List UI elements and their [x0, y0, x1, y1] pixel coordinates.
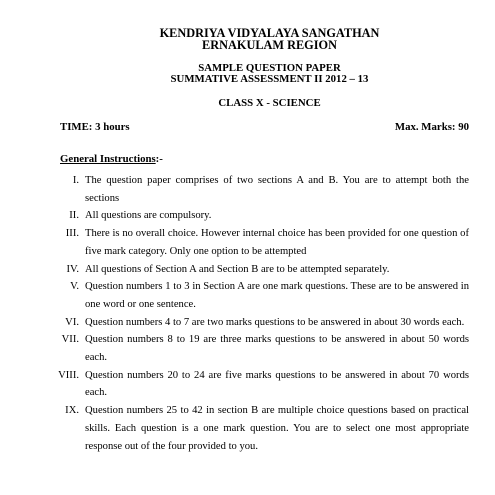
assessment-name: SUMMATIVE ASSESSMENT II 2012 – 13: [170, 73, 369, 85]
item-text: The question paper comprises of two sections A and B. You are to attempt both the sections: [85, 175, 469, 204]
item-text: Question numbers 1 to 3 in Section A are one mark questions. These are to be answered in one word or one sentence.: [85, 281, 469, 310]
item-text: Question numbers 8 to 19 are three marks questions to be answered in about 50 words each.: [85, 334, 469, 364]
item-number: IV.: [66, 263, 79, 275]
list-item: [60, 172, 469, 207]
list-item: [60, 261, 469, 279]
item-number: II.: [69, 210, 79, 222]
instructions-list: [60, 172, 469, 455]
item-text: Question numbers 20 to 24 are five marks questions to be answered in about 70 words each.: [85, 369, 469, 399]
item-number: III.: [65, 228, 79, 240]
instructions-title: General Instructions: [60, 153, 156, 165]
item-text: Question numbers 25 to 42 in section B are multiple choice questions based on practical skills. Each question is a one mark question. You are to select one most appropriate response out of the four provided to you.: [85, 405, 469, 452]
item-number: VII.: [61, 334, 79, 346]
region-name: ERNAKULAM REGION: [202, 38, 337, 52]
instructions-heading: [60, 153, 469, 165]
item-number: IX.: [65, 405, 79, 417]
item-text: All questions of Section A and Section B are to be attempted separately.: [85, 263, 390, 275]
max-marks: Max. Marks: 90: [394, 121, 469, 133]
list-item: [60, 331, 469, 366]
list-item: [60, 314, 469, 332]
document-header: [60, 27, 469, 51]
list-item: [60, 225, 469, 260]
class-subject: CLASS X - SCIENCE: [218, 97, 321, 109]
time-marks-row: [60, 122, 469, 133]
paper-subheader: [60, 63, 469, 85]
item-text: All questions are compulsory.: [85, 210, 212, 222]
instructions-title-suffix: :-: [155, 153, 163, 165]
item-text: There is no overall choice. However internal choice has been provided for one question of five mark category. Only one option to be attempted: [85, 228, 469, 257]
time-allowed: TIME: 3 hours: [60, 121, 130, 133]
item-number: VI.: [65, 316, 79, 328]
item-number: I.: [72, 175, 79, 186]
list-item: [60, 367, 469, 402]
organization-name: KENDRIYA VIDYALAYA SANGATHAN: [159, 26, 380, 40]
list-item: [60, 402, 469, 455]
paper-type: SAMPLE QUESTION PAPER: [198, 62, 341, 74]
item-number: VIII.: [58, 369, 79, 381]
item-number: V.: [70, 281, 79, 293]
list-item: [60, 207, 469, 225]
item-text: Question numbers 4 to 7 are two marks questions to be answered in about 30 words each.: [85, 316, 465, 328]
list-item: [60, 278, 469, 313]
